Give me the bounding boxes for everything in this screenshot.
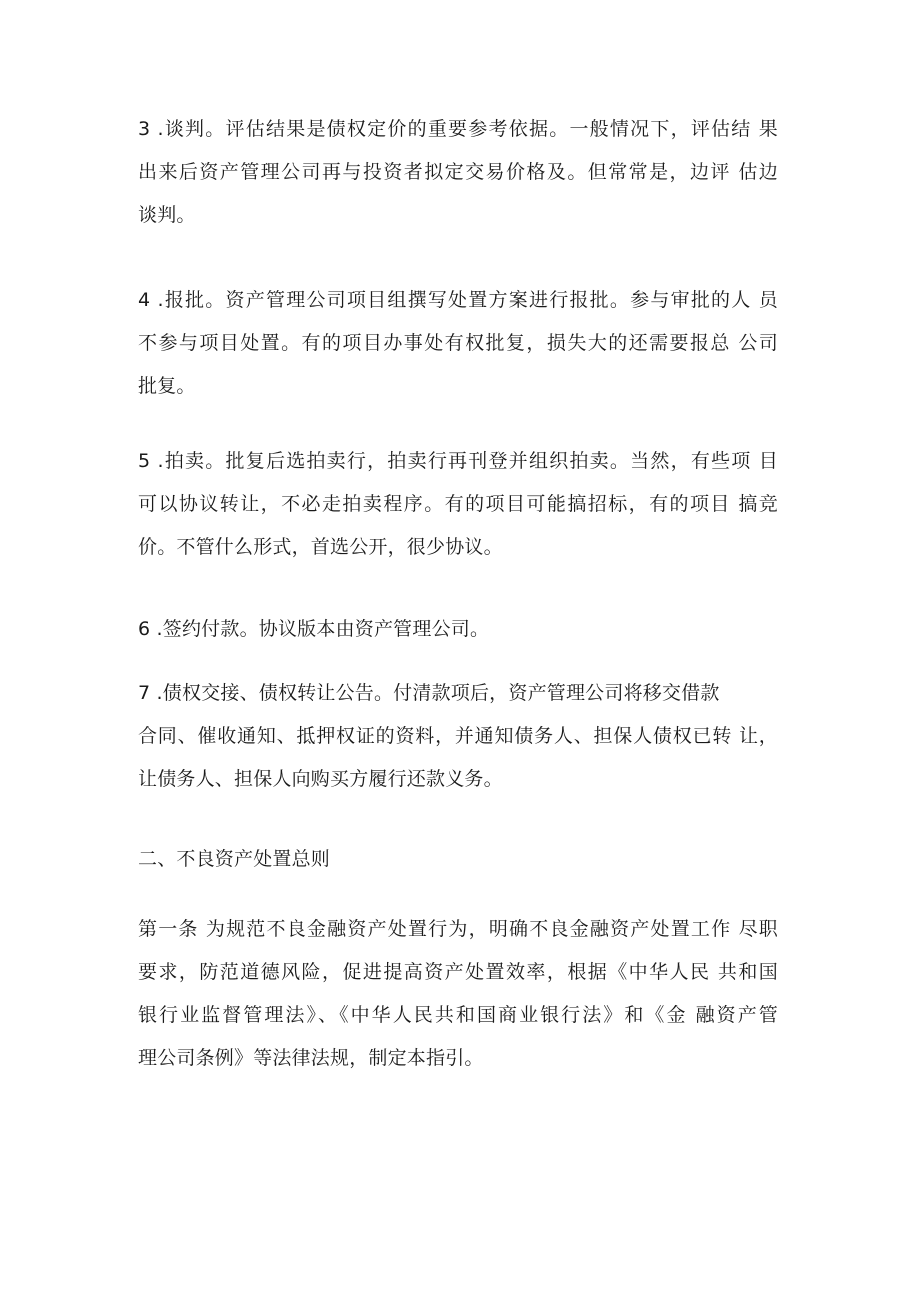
text-line: 让债务人、担保人向购买方履行还款义务。	[138, 768, 503, 790]
text-line: 批复。	[138, 375, 196, 397]
text-line: 价。不管什么形式，首选公开，很少协议。	[138, 536, 503, 558]
paragraph-negotiation	[138, 108, 778, 237]
paragraph-signing	[138, 608, 778, 651]
paragraph-article-one	[138, 908, 778, 1080]
text-line: 出来后资产管理公司再与投资者拟定交易价格及。但常常是，边评 估边	[138, 161, 778, 183]
paragraph-approval	[138, 279, 778, 408]
text-line: 要求，防范道德风险，促进提高资产处置效率，根据《中华人民 共和国	[138, 961, 778, 983]
text-line: 可以协议转让，不必走拍卖程序。有的项目可能搞招标，有的项目 搞竞	[138, 493, 778, 515]
paragraph-handover	[138, 672, 778, 801]
paragraph-auction	[138, 440, 778, 569]
text-line: 理公司条例》等法律法规，制定本指引。	[138, 1047, 484, 1069]
text-line: 合同、催收通知、抵押权证的资料，并通知债务人、担保人债权已转 让，	[138, 725, 778, 747]
text-line: 3 .谈判。评估结果是债权定价的重要参考依据。一般情况下，评估结 果	[138, 118, 778, 140]
text-line: 第一条 为规范不良金融资产处置行为，明确不良金融资产处置工作 尽职	[138, 918, 778, 940]
text-line: 4 .报批。资产管理公司项目组撰写处置方案进行报批。参与审批的人 员	[138, 289, 778, 311]
text-line: 谈判。	[138, 204, 196, 226]
text-line: 银行业监督管理法》、《中华人民共和国商业银行法》和《金 融资产管	[138, 1004, 778, 1026]
section-heading	[138, 838, 778, 881]
text-line: 7 .债权交接、债权转让公告。付清款项后，资产管理公司将移交借款	[138, 682, 720, 704]
text-line: 6 .签约付款。协议版本由资产管理公司。	[138, 618, 490, 640]
text-line: 不参与项目处置。有的项目办事处有权批复，损失大的还需要报总 公司	[138, 332, 778, 354]
text-line: 5 .拍卖。批复后选拍卖行，拍卖行再刊登并组织拍卖。当然，有些项 目	[138, 450, 778, 472]
heading-text: 二、不良资产处置总则	[138, 848, 331, 870]
